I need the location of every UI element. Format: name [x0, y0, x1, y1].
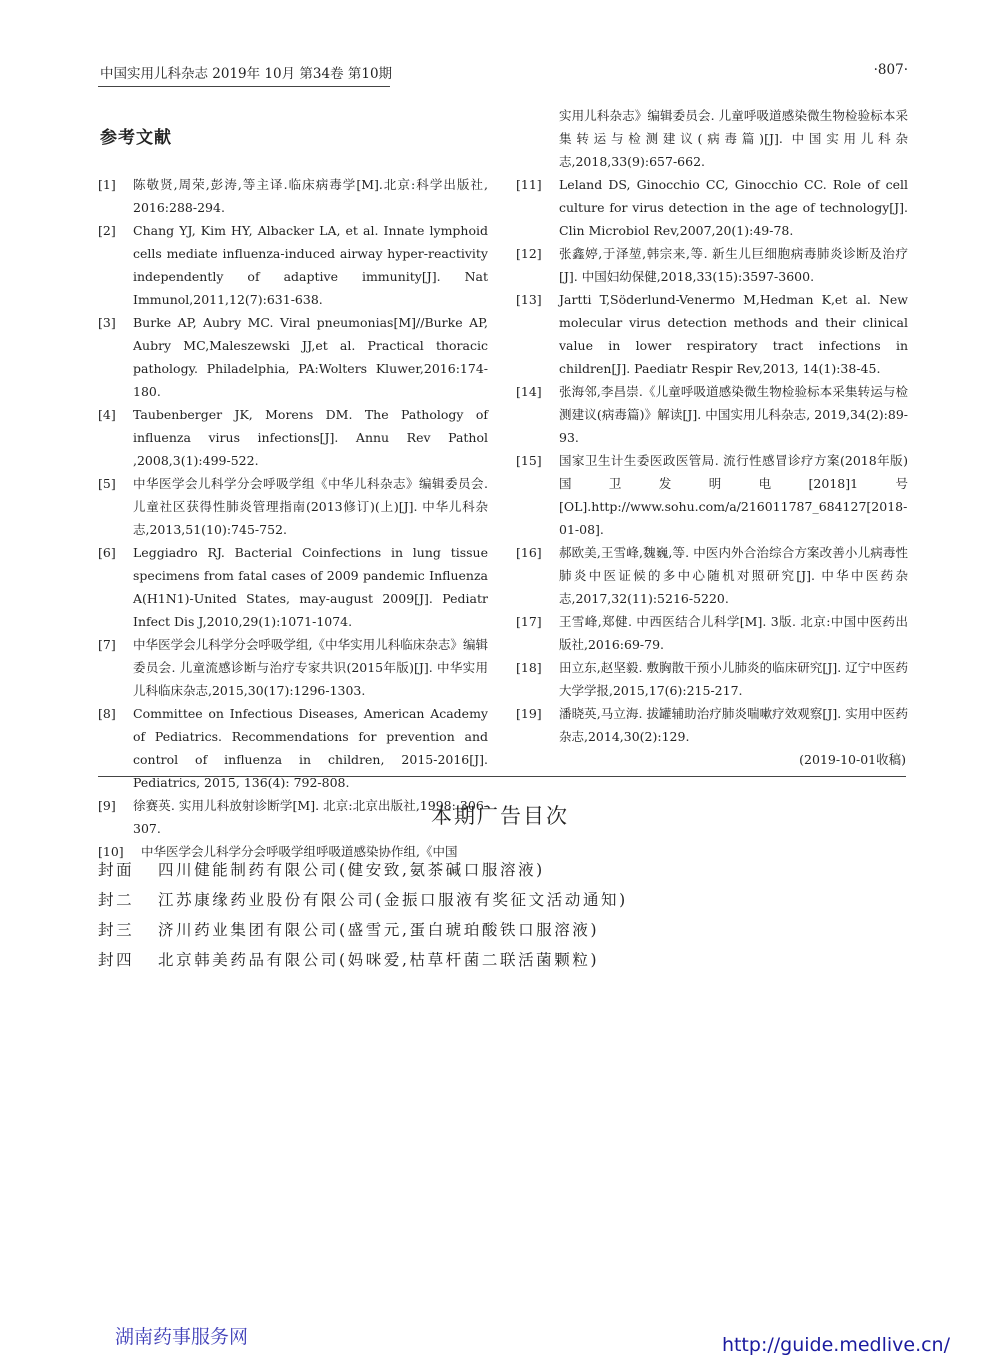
reference-item [516, 288, 908, 380]
reference-item [516, 242, 908, 288]
reference-number: [16] [516, 545, 542, 560]
reference-text: 国家卫生计生委医政医管局. 流行性感冒诊疗方案(2018年版)国卫发明电[2018]1号[OL].http://www.sohu.com/a/216011787_684127[2018-01-08]. [559, 453, 908, 537]
reference-item [516, 702, 908, 748]
reference-number: [12] [516, 246, 542, 261]
reference-item [98, 219, 488, 311]
received-date: (2019-10-01收稿) [799, 752, 906, 767]
references-left-column [98, 173, 488, 863]
reference-item [98, 403, 488, 472]
ad-position: 封三 [98, 921, 135, 939]
reference-number: [3] [98, 315, 116, 330]
reference-text: 中华医学会儿科学分会呼吸学组呼吸道感染协作组,《中国 [141, 844, 458, 859]
reference-number: [9] [98, 798, 116, 813]
reference-text: Leggiadro RJ. Bacterial Coinfections in lung tissue specimens from fatal cases of 2009 pandemic Influenza A(H1N1)-United States, may-august 2009[J]. Pediatr Infect Dis J,2010,29(1):1071-1074. [133, 545, 488, 629]
watermark-url: http://guide.medlive.cn/ [721, 1334, 950, 1356]
ad-position: 封四 [98, 951, 135, 969]
ad-entry [98, 858, 628, 888]
reference-number: [6] [98, 545, 116, 560]
reference-number: [1] [98, 177, 116, 192]
header-rule [98, 86, 390, 87]
reference-number: [17] [516, 614, 542, 629]
section-divider [98, 776, 906, 777]
ads-index-title: 本期广告目次 [431, 804, 569, 828]
reference-item [98, 702, 488, 794]
reference-text: 陈敬贤,周荣,彭涛,等主译.临床病毒学[M].北京:科学出版社, 2016:288-294. [133, 177, 488, 215]
reference-text: 徐赛英. 实用儿科放射诊断学[M]. 北京:北京出版社,1998: 306-307. [133, 798, 488, 836]
reference-item [98, 633, 488, 702]
reference-item [516, 610, 908, 656]
ad-entry [98, 918, 628, 948]
ad-advertiser: 北京韩美药品有限公司(妈咪爱,枯草杆菌二联活菌颗粒) [158, 951, 600, 969]
reference-text: Jartti T,Söderlund-Venermo M,Hedman K,et al. New molecular virus detection methods and their clinical value in lower respiratory tract infections in children[J]. Paediatr Respir Rev,2013, 14(1):38-45. [559, 292, 908, 376]
reference-number: [18] [516, 660, 542, 675]
reference-text: Taubenberger JK, Morens DM. The Pathology of influenza virus infections[J]. Annu Rev Pathol ,2008,3(1):499-522. [133, 407, 488, 468]
reference-number: [5] [98, 476, 116, 491]
reference-text: 田立东,赵坚毅. 敷胸散干预小儿肺炎的临床研究[J]. 辽宁中医药大学学报,2015,17(6):215-217. [559, 660, 908, 698]
reference-item [98, 311, 488, 403]
ad-entry [98, 888, 628, 918]
reference-text: Committee on Infectious Diseases, American Academy of Pediatrics. Recommendations for prevention and control of influenza in children, 2015-2016[J]. Pediatrics, 2015, 136(4): 792-808. [133, 706, 488, 790]
ads-index-list [98, 858, 628, 978]
reference-number: [2] [98, 223, 116, 238]
reference-item [516, 173, 908, 242]
reference-item [516, 541, 908, 610]
references-right-column [516, 104, 908, 771]
reference-item [516, 656, 908, 702]
page-number: ·807· [873, 62, 908, 78]
reference-text: Burke AP, Aubry MC. Viral pneumonias[M]//Burke AP, Aubry MC,Maleszewski JJ,et al. Practical thoracic pathology. Philadelphia, PA:Wolters Kluwer,2016:174-180. [133, 315, 488, 399]
reference-number: [13] [516, 292, 542, 307]
reference-item [98, 173, 488, 219]
reference-number: [15] [516, 453, 542, 468]
reference-text: 张鑫婷,于泽堃,韩宗来,等. 新生儿巨细胞病毒肺炎诊断及治疗[J]. 中国妇幼保健,2018,33(15):3597-3600. [559, 246, 908, 284]
reference-text: Chang YJ, Kim HY, Albacker LA, et al. Innate lymphoid cells mediate influenza-induced airway hyper-reactivity independently of adaptive immunity[J]. Nat Immunol,2011,12(7):631-638. [133, 223, 488, 307]
reference-item [516, 380, 908, 449]
ad-entry [98, 948, 628, 978]
ad-position: 封二 [98, 891, 135, 909]
reference-continuation: 实用儿科杂志》编辑委员会. 儿童呼吸道感染微生物检验标本采集转运与检测建议(病毒篇)[J]. 中国实用儿科杂志,2018,33(9):657-662. [559, 108, 908, 169]
reference-text: Leland DS, Ginocchio CC, Ginocchio CC. Role of cell culture for virus detection in the age of technology[J]. Clin Microbiol Rev,2007,20(1):49-78. [559, 177, 908, 238]
reference-number: [8] [98, 706, 116, 721]
reference-text: 中华医学会儿科学分会呼吸学组《中华儿科杂志》编辑委员会. 儿童社区获得性肺炎管理指南(2013修订)(上)[J]. 中华儿科杂志,2013,51(10):745-752. [133, 476, 488, 537]
reference-number: [10] [98, 844, 124, 859]
reference-item [98, 472, 488, 541]
running-header: 中国实用儿科杂志 2019年 10月 第34卷 第10期 [100, 66, 393, 82]
reference-item [516, 449, 908, 541]
ad-advertiser: 江苏康缘药业股份有限公司(金振口服液有奖征文活动通知) [158, 891, 628, 909]
reference-number: [4] [98, 407, 116, 422]
reference-text: 张海邻,李昌崇.《儿童呼吸道感染微生物检验标本采集转运与检测建议(病毒篇)》解读[J]. 中国实用儿科杂志, 2019,34(2):89-93. [559, 384, 908, 445]
references-heading: 参考文献 [100, 128, 172, 148]
ad-position: 封面 [98, 861, 135, 879]
reference-text: 潘晓英,马立海. 拔罐辅助治疗肺炎喘嗽疗效观察[J]. 实用中医药杂志,2014,30(2):129. [559, 706, 908, 744]
ad-advertiser: 济川药业集团有限公司(盛雪元,蛋白琥珀酸铁口服溶液) [158, 921, 600, 939]
reference-number: [14] [516, 384, 542, 399]
reference-text: 中华医学会儿科学分会呼吸学组,《中华实用儿科临床杂志》编辑委员会. 儿童流感诊断与治疗专家共识(2015年版)[J]. 中华实用儿科临床杂志,2015,30(17):1296-1303. [133, 637, 488, 698]
watermark-site-name: 湖南药事服务网 [115, 1326, 249, 1348]
reference-text: 王雪峰,郑健. 中西医结合儿科学[M]. 3版. 北京:中国中医药出版社,2016:69-79. [559, 614, 908, 652]
ad-advertiser: 四川健能制药有限公司(健安致,氨茶碱口服溶液) [158, 861, 545, 879]
reference-number: [11] [516, 177, 542, 192]
reference-number: [7] [98, 637, 116, 652]
reference-item [98, 541, 488, 633]
reference-text: 郝欧美,王雪峰,魏巍,等. 中医内外合治综合方案改善小儿病毒性肺炎中医证候的多中心随机对照研究[J]. 中华中医药杂志,2017,32(11):5216-5220. [559, 545, 908, 606]
reference-number: [19] [516, 706, 542, 721]
